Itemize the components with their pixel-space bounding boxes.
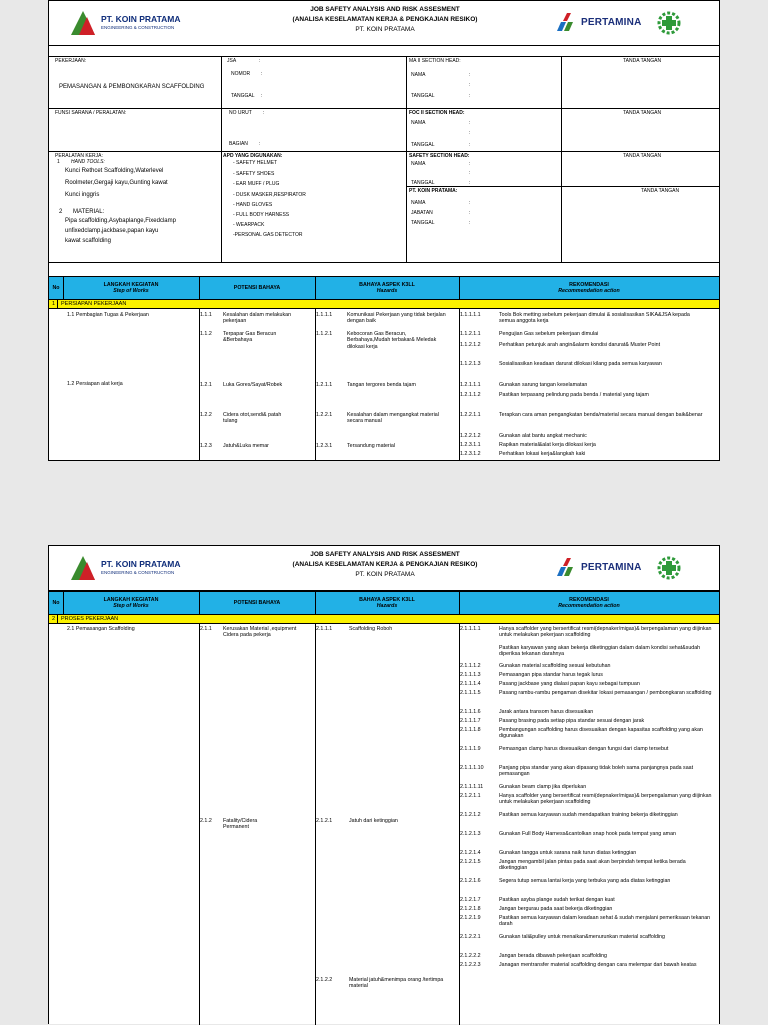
rekom-no: 1.1.2.1.3: [460, 361, 481, 367]
potensi-text: Jatuh&Luka memar: [223, 443, 269, 449]
company-subtitle: ENGINEERING & CONSTRUCTION: [101, 570, 175, 575]
col-langkah-header: [63, 282, 199, 295]
col-rekom-title: REKOMENDASI: [569, 282, 609, 288]
title-line-3: PT. KOIN PRATAMA: [355, 571, 415, 578]
rekom-text: Pengujian Gas sebelum pekerjaan dimulai: [499, 331, 599, 337]
jsa-label: JSA: [227, 58, 237, 64]
rekom-no: 1.1.2.1.1: [460, 331, 481, 337]
ttd-label-2: TANDA TANGAN: [623, 110, 662, 116]
apd-item: - HAND GLOVES: [233, 202, 273, 208]
bagian-label: BAGIAN: [229, 141, 248, 147]
ma-nama-label: NAMA: [411, 72, 426, 78]
client-name: PERTAMINA: [581, 17, 642, 28]
rekom-no: 2.1.1.1.3: [460, 672, 481, 678]
step-item: 1.2 Persiapan alat kerja: [67, 381, 123, 387]
material-item: unfixedclamp,jackbase,papan kayu: [65, 228, 159, 234]
ttd-label-1: TANDA TANGAN: [623, 58, 662, 64]
tanggal-colon: :: [261, 93, 263, 99]
risk-table-header: [49, 276, 719, 300]
aspek-text: Tangan tergores benda tajam: [347, 382, 416, 388]
rekom-no: 1.1.1.1.1: [460, 312, 481, 318]
aspek-text: Komunikasi Pekerjaan yang tidak berjalan dengan baik: [347, 312, 446, 325]
koin-pratama-logo: [71, 556, 191, 584]
rekom-no: 2.1.2.2.3: [460, 962, 481, 968]
aspek-text: Kebocoran Gas Beracun, Berbahaya,Mudah terbakar& Meledak dilokasi kerja: [347, 331, 437, 350]
ttd-label-4: TANDA TANGAN: [641, 188, 680, 194]
safety-colon-2: :: [469, 170, 471, 176]
section-label: PROSES PEKERJAAN: [61, 616, 119, 622]
material-label: MATERIAL:: [73, 209, 105, 215]
koin-tanggal-colon: :: [469, 220, 471, 226]
job-info-block: [49, 46, 719, 276]
rekom-no: 2.1.2.1.6: [460, 878, 481, 884]
col-aspek-title: BAHAYA ASPEK K3LL: [359, 597, 415, 603]
potensi-text: Terpapar Gas Beracun &Berbahaya: [223, 331, 277, 344]
ma-colon-2: :: [469, 82, 471, 88]
col-langkah-title: LANGKAH KEGIATAN: [103, 282, 159, 288]
hand-tools-item: Kunci inggris: [65, 192, 100, 198]
col-aspek-header: [315, 597, 459, 610]
hand-tools-no: 1: [57, 159, 60, 165]
tanggal-label: TANGGAL: [231, 93, 255, 99]
document-title: [249, 550, 521, 580]
potensi-text: Kerusakan Material ,equipment Cidera pada pekerja: [223, 626, 297, 639]
potensi-no: 1.2.3: [200, 443, 212, 449]
safety-cross-gear-icon: [653, 11, 685, 35]
aspek-no: 1.1.1.1: [316, 312, 333, 318]
aspek-no: 1.2.3.1: [316, 443, 333, 449]
section-no: 2: [52, 616, 56, 622]
rekom-no: 2.1.2.1.3: [460, 831, 481, 837]
aspek-no: 1.2.2.1: [316, 412, 333, 418]
risk-table-header: [49, 591, 719, 615]
rekom-no: 2.1.1.1.8: [460, 727, 481, 733]
rekom-text: Pemasangan pipa standar harus tegak lurus: [499, 672, 603, 678]
col-langkah-subtitle: Step of Works: [113, 603, 149, 610]
col-potensi-header: POTENSI BAHAYA: [233, 285, 281, 291]
rekom-no: 2.1.2.1.1: [460, 793, 481, 799]
aspek-text: Kesalahan dalam mengangkat material secara manual: [347, 412, 439, 425]
apd-item: - WEARPACK: [233, 222, 265, 228]
safety-nama-label: NAMA: [411, 161, 426, 167]
hand-tools-item: Roolmeter,Gergaji kayu,Gunting kawat: [65, 180, 168, 186]
koin-section-head: PT. KOIN PRATAMA:: [409, 188, 458, 194]
potensi-no: 2.1.1: [200, 626, 212, 632]
page-header: [49, 1, 719, 46]
col-aspek-subtitle: Hazards: [376, 603, 398, 610]
ma-nama-colon: :: [469, 72, 471, 78]
potensi-no: 1.1.2: [200, 331, 212, 337]
potensi-no: 2.1.2: [200, 818, 212, 824]
rekom-no: 2.1.2.1.5: [460, 859, 481, 865]
hand-tools-item: Kunci Rethcet Scaffolding,Waterlevel: [65, 168, 164, 174]
col-rekom-header: [459, 282, 719, 295]
rekom-no: 2.1.1.1.1: [460, 626, 481, 632]
document-title: [249, 5, 521, 35]
foc-nama-colon: :: [469, 120, 471, 126]
pekerjaan-label: PEKERJAAN:: [55, 58, 87, 64]
rekom-text: Gunakan material scaffolding sesuai kebutuhan: [499, 663, 611, 669]
rekom-text: Gunakan beam clamp jika diperlukan: [499, 784, 587, 790]
nomor-colon: :: [261, 71, 263, 77]
col-rekom-subtitle: Recommendation action: [558, 288, 620, 295]
rekom-text: Gunakan tangga untuk sarana naik turun diatas ketinggian: [499, 850, 637, 856]
col-potensi-header: POTENSI BAHAYA: [233, 600, 281, 606]
ma-tanggal-label: TANGGAL: [411, 93, 435, 99]
nomor-label: NOMOR: [231, 71, 251, 77]
company-name: PT. KOIN PRATAMA: [101, 14, 181, 24]
rekom-no: 2.1.1.1.10: [460, 765, 484, 771]
rekom-text: Gunakan sarung tangan keselamatan: [499, 382, 588, 388]
col-langkah-title: LANGKAH KEGIATAN: [103, 597, 159, 603]
col-no-header: No: [52, 600, 60, 606]
rekom-text: Jangan berada dibawah pekerjaan scaffolding: [499, 953, 607, 959]
rekom-text: Jarak antara transom harus disesuaikan: [499, 709, 594, 715]
rekom-no: 2.1.1.1.9: [460, 746, 481, 752]
client-name: PERTAMINA: [581, 562, 642, 573]
rekom-no: 2.1.2.1.9: [460, 915, 481, 921]
safety-tanggal-colon: :: [469, 180, 471, 186]
peralatan-label: PERALATAN KERJA:: [55, 153, 103, 159]
aspek-no: 2.1.1.1: [316, 626, 333, 632]
aspek-no: 2.1.2.1: [316, 818, 333, 824]
col-langkah-header: [63, 597, 199, 610]
rekom-text: Sosialisasikan keadaan darurat dilokasi kilang pada semua karyawan: [499, 361, 662, 367]
no-urut-label: NO URUT: [229, 110, 252, 116]
apd-item: - SAFETY HELMET: [233, 160, 278, 166]
rekom-text: Perhatikan lokasi kerja&langkah kaki: [499, 451, 586, 457]
aspek-text: Jatuh dari ketinggian: [349, 818, 398, 824]
col-rekom-header: [459, 597, 719, 610]
safety-cross-gear-icon: [653, 556, 685, 580]
section-row-proses: [49, 615, 719, 624]
potensi-no: 1.2.2: [200, 412, 212, 418]
rekom-text: Hanya scaffolder yang bersertificat resmi(depnaker/migas)& berpengalaman yang diijinkan untuk melakukan pekerjaan scaffolding: [499, 793, 712, 806]
koin-tanggal-label: TANGGAL: [411, 220, 435, 226]
col-no-header: No: [52, 285, 60, 291]
rekom-text: Gunakan Full Body Harness&cantolkan snap hook pada tempat yang aman: [499, 831, 676, 837]
apd-label: APD YANG DIGUNAKAN:: [223, 153, 283, 159]
col-aspek-subtitle: Hazards: [376, 288, 398, 295]
foc-colon-2: :: [469, 130, 471, 136]
aspek-text: Tersandung material: [347, 443, 395, 449]
potensi-no: 1.1.1: [200, 312, 212, 318]
title-line-1: JOB SAFETY ANALYSIS AND RISK ASSESMENT: [310, 551, 460, 558]
potensi-text: Kesalahan dalam melakukan pekerjaan: [223, 312, 292, 325]
potensi-text: Cidera otot,sendi& patah tulang: [223, 412, 282, 425]
ma-section-head: MA II SECTION HEAD:: [409, 58, 461, 64]
ttd-label-3: TANDA TANGAN: [623, 153, 662, 159]
ma-tanggal-colon: :: [469, 93, 471, 99]
rekom-no: 2.1.1.1.4: [460, 681, 481, 687]
rekom-no: 2.1.2.2.1: [460, 934, 481, 940]
col-aspek-header: [315, 282, 459, 295]
material-item: kawat scaffolding: [65, 238, 111, 244]
aspek-text: Scaffolding Roboh: [349, 626, 393, 632]
rekom-no: 1.1.2.1.2: [460, 342, 481, 348]
koin-nama-label: NAMA: [411, 200, 426, 206]
aspek-text: Material jatuh&menimpa orang /tertimpa material: [349, 977, 444, 990]
rekom-no: 2.1.1.1.2: [460, 663, 481, 669]
section-row-persiapan: [49, 300, 719, 309]
foc-section-head: FOC II SECTION HEAD:: [409, 110, 465, 116]
rekom-text: Gunakan tali&pulley untuk menaikan&menurunkan material scaffolding: [499, 934, 665, 940]
rekom-no: 2.1.1.1.5: [460, 690, 481, 696]
rekom-no: 1.2.3.1.2: [460, 451, 481, 457]
rekom-text: Perhatikan petunjuk arah angin&alarm kondisi darurat& Muster Point: [499, 342, 661, 348]
apd-item: - DUSK MASKER,RESPIRATOR: [233, 192, 306, 198]
material-item: Pipa scaffolding,Asybaplange,Fixedclamp: [65, 218, 176, 224]
apd-item: - SAFETY SHOES: [233, 171, 275, 177]
rekom-text: Jangan bergurau pada saat bekerja diketinggian: [499, 906, 613, 912]
hand-tools-label: HAND TOOLS:: [71, 159, 105, 165]
step-item: 2.1 Pemasangan Scaffolding: [67, 626, 135, 632]
rekom-no: 1.2.2.1.1: [460, 412, 481, 418]
rekom-no: 1.2.1.1.2: [460, 392, 481, 398]
rekom-text: Pastikan asyba plange sudah terikat dengan kuat: [499, 897, 615, 903]
aspek-no: 1.1.2.1: [316, 331, 333, 337]
company-name: PT. KOIN PRATAMA: [101, 559, 181, 569]
col-langkah-subtitle: Step of Works: [113, 288, 149, 295]
title-line-2: (ANALISA KESELAMATAN KERJA & PENGKAJIAN RESIKO): [292, 561, 478, 568]
safety-section-head: SAFETY SECTION HEAD:: [409, 153, 470, 159]
material-no: 2: [59, 209, 63, 215]
section-label: PERSIAPAN PEKERJAAN: [61, 301, 127, 307]
koin-nama-colon: :: [469, 200, 471, 206]
rekom-no: 2.1.2.1.2: [460, 812, 481, 818]
rekom-text: Tools Bok metting sebelum pekerjaan dimulai & sosialisasikan SIKA&JSA kepada semua anggota kerja: [499, 312, 690, 325]
koin-pratama-logo: [71, 11, 191, 39]
rekom-text: Terapkan cara aman pengangkatan benda/material secara manual dengan baik&benar: [499, 412, 703, 418]
company-subtitle: ENGINEERING & CONSTRUCTION: [101, 25, 175, 30]
rekom-no: 1.2.3.1.1: [460, 442, 481, 448]
foc-tanggal-colon: :: [469, 142, 471, 148]
page-header: [49, 546, 719, 591]
koin-jabatan-colon: :: [469, 210, 471, 216]
logo-red-triangle-icon: [79, 562, 95, 580]
pertamina-mark-icon: [557, 13, 577, 35]
rekom-text: Pastikan semua karyawan sudah mendapatkan training bekerja diketinggian: [499, 812, 678, 818]
rekom-text: Pemasngan clamp harus disesuaikan dengan fungsi dari clamp tersebut: [499, 746, 669, 752]
koin-jabatan-label: JABATAN: [411, 210, 433, 216]
rekom-no: 2.1.1.1.11: [460, 784, 484, 790]
rekom-no: 2.1.2.2.2: [460, 953, 481, 959]
rekom-text: Pembangungan scaffolding harus disesuaikan dengan kapasitas scaffolding yang akan digunakan: [499, 727, 703, 740]
document-page-1: [48, 0, 720, 461]
rekom-no: 2.1.2.1.7: [460, 897, 481, 903]
bagian-colon: :: [259, 141, 261, 147]
title-line-2: (ANALISA KESELAMATAN KERJA & PENGKAJIAN RESIKO): [292, 16, 478, 23]
logo-red-triangle-icon: [79, 17, 95, 35]
col-rekom-title: REKOMENDASI: [569, 597, 609, 603]
rekom-text: Gunakan alat bantu angkat mechanic: [499, 433, 587, 439]
apd-item: -PERSONAL GAS DETECTOR: [233, 232, 303, 238]
rekom-no: 1.2.2.1.2: [460, 433, 481, 439]
foc-nama-label: NAMA: [411, 120, 426, 126]
safety-tanggal-label: TANGGAL: [411, 180, 435, 186]
step-item: 1.1 Pembagian Tugas & Pekerjaan: [67, 312, 149, 318]
rekom-text: Pastikan karyawan yang akan bekerja diketinggian dalam dalam kondisi sehat&sudah diperiksa tekanan darahnya: [499, 645, 701, 658]
title-line-3: PT. KOIN PRATAMA: [355, 26, 415, 33]
potensi-text: Fatality/Cidera Permanent: [223, 818, 258, 831]
pertamina-logo: [557, 556, 707, 584]
jsa-colon: :: [259, 58, 261, 64]
fungsi-label: FUNSI SARANA / PERALATAN:: [55, 110, 127, 116]
pertamina-logo: [557, 11, 707, 39]
apd-item: - EAR MUFF / PLUG: [233, 181, 280, 187]
rekom-text: Janagan mentransfer material scaffolding dengan cara melempar dari bawah keatas: [499, 962, 697, 968]
rekom-text: Pastikan semua karyawan dalam keadaan sehat & sudah menjalani pemeriksaan tekanan darah: [499, 915, 711, 928]
rekom-no: 2.1.1.1.7: [460, 718, 481, 724]
col-rekom-subtitle: Recommendation action: [558, 603, 620, 610]
rekom-text: Rapikan material&alat kerja dilokasi kerja: [499, 442, 596, 448]
section-no: 1: [52, 301, 56, 307]
rekom-text: Jangan mengambil jalan pintas pada saat akan berpindah tempat ketika berada diketinggian: [499, 859, 686, 872]
rekom-text: Pasang brasing pada setiap pipa standar sesuai dengan jarak: [499, 718, 645, 724]
potensi-no: 1.2.1: [200, 382, 212, 388]
safety-nama-colon: :: [469, 161, 471, 167]
foc-tanggal-label: TANGGAL: [411, 142, 435, 148]
no-urut-colon: :: [263, 110, 265, 116]
aspek-no: 1.2.1.1: [316, 382, 333, 388]
rekom-text: Segera tutup semua lantai kerja yang terbuka yang ada diatas ketinggian: [499, 878, 671, 884]
rekom-no: 2.1.2.1.8: [460, 906, 481, 912]
rekom-no: 2.1.1.1.6: [460, 709, 481, 715]
pertamina-mark-icon: [557, 558, 577, 580]
rekom-text: Panjang pipa standar yang akan dipasang tidak boleh sama panjangnya pada saat pemasangan: [499, 765, 694, 778]
apd-item: - FULL BODY HARNESS: [233, 212, 290, 218]
rekom-text: Pasang jackbase yang dialasi papan kayu sebagai tumpuan: [499, 681, 640, 687]
aspek-no: 2.1.2.2: [316, 977, 333, 983]
rekom-text: Pasang rambu-rambu pengaman disekitar lokasi pemasangan / pembongkaran scaffolding: [499, 690, 712, 696]
document-page-2: [48, 545, 720, 1024]
potensi-text: Luka Gores/Sayat/Robek: [223, 382, 283, 388]
rekom-text: Pastikan terpasang pelindung pada benda / material yang tajam: [499, 392, 649, 398]
rekom-no: 1.2.1.1.1: [460, 382, 481, 388]
title-line-1: JOB SAFETY ANALYSIS AND RISK ASSESMENT: [310, 6, 460, 13]
rekom-no: 2.1.2.1.4: [460, 850, 481, 856]
col-aspek-title: BAHAYA ASPEK K3LL: [359, 282, 415, 288]
pekerjaan-value: PEMASANGAN & PEMBONGKARAN SCAFFOLDING: [59, 84, 205, 90]
rekom-text: Hanya scaffolder yang bersertificat resmi(depnaker/migas)& berpengalaman yang diijinkan untuk melakukan pekerjaan scaffolding: [499, 626, 712, 639]
